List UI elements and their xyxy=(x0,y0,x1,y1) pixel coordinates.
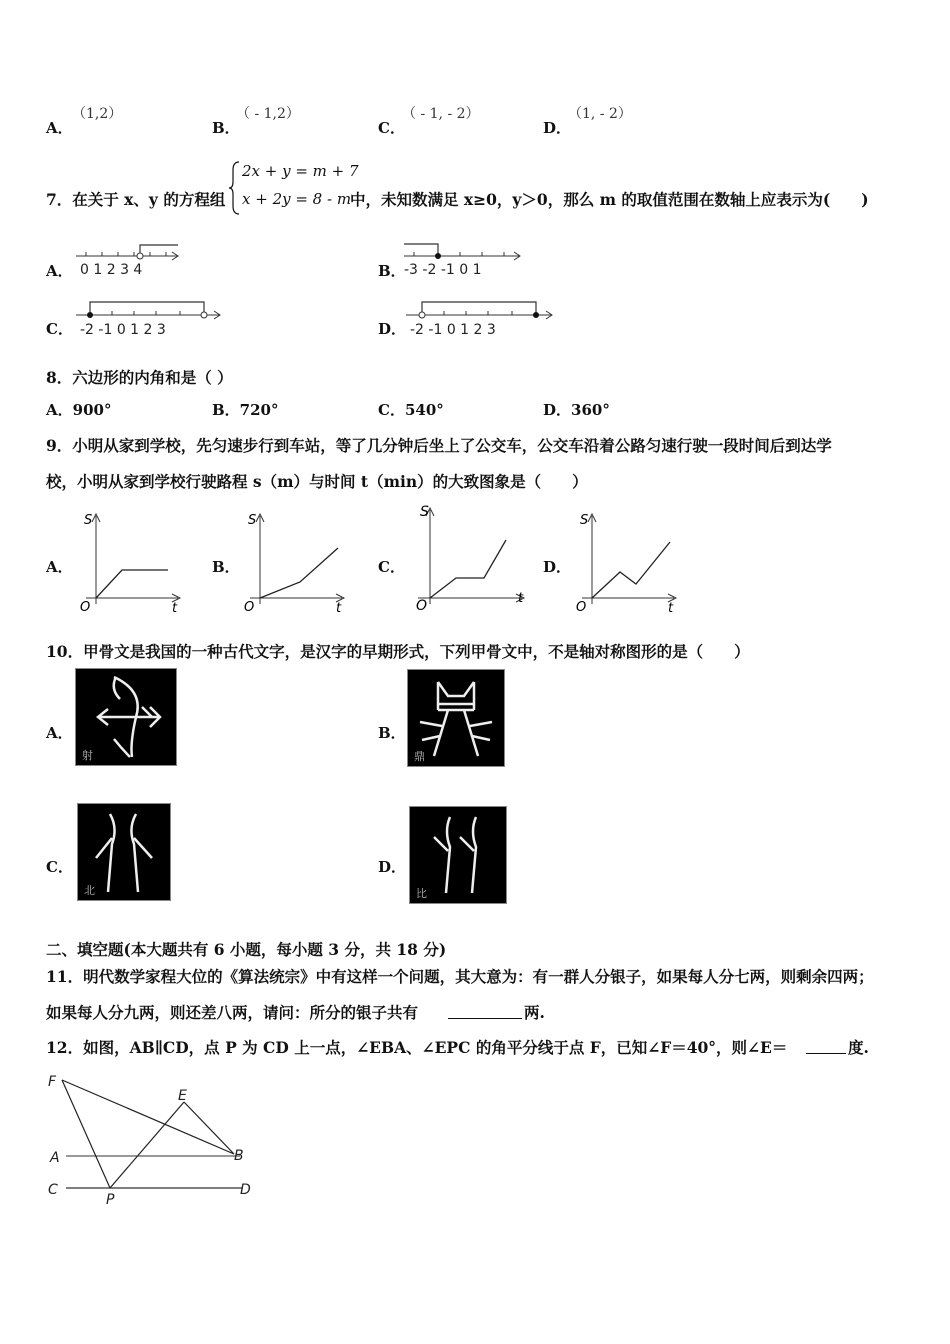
section-2-title: 二、填空题(本大题共有 6 小题，每小题 3 分，共 18 分) xyxy=(46,940,447,959)
q7-option-a-ticks: 0 1 2 3 4 xyxy=(80,262,143,278)
q7-option-d-numberline xyxy=(404,298,556,340)
q6-option-b-label: B． xyxy=(212,119,240,137)
q10-stem: 10．甲骨文是我国的一种古代文字，是汉字的早期形式，下列甲骨文中，不是轴对称图形的是（ ） xyxy=(46,642,750,661)
q6-option-c-label: C． xyxy=(378,119,405,137)
q12-stem-b: 度. xyxy=(848,1038,869,1057)
q9-b-axis-s: S xyxy=(248,513,257,528)
q9-graph-d xyxy=(568,508,682,618)
point-B: B xyxy=(234,1148,244,1164)
q9-option-c-label: C． xyxy=(378,558,405,576)
q6-option-d-label: D． xyxy=(543,119,572,137)
q9-a-origin: O xyxy=(80,600,91,615)
q10-option-d-label: D． xyxy=(378,858,407,876)
q11-stem-line2a: 如果每人分九两，则还差八两，请问：所分的银子共有 xyxy=(46,1003,419,1022)
q9-b-origin: O xyxy=(244,600,255,615)
point-F: F xyxy=(48,1074,57,1090)
q9-option-b-label: B． xyxy=(212,558,240,576)
q8-stem: 8．六边形的内角和是（ ） xyxy=(46,368,233,387)
q10-option-c-label: C． xyxy=(46,858,73,876)
q11-stem-line2b: 两. xyxy=(524,1003,545,1022)
q9-graph-a xyxy=(72,508,186,618)
q7-option-a-label: A． xyxy=(46,262,73,280)
point-P: P xyxy=(106,1192,115,1208)
q9-option-a-label: A． xyxy=(46,558,73,576)
q7-option-b-numberline xyxy=(404,240,526,280)
q11-answer-blank[interactable] xyxy=(448,1001,522,1019)
q9-d-axis-s: S xyxy=(580,513,589,528)
q12-geometry-figure xyxy=(44,1068,264,1210)
q8-option-b: B．720° xyxy=(212,401,279,419)
q9-b-axis-t: t xyxy=(336,601,342,616)
q10-oracle-a xyxy=(75,668,177,766)
q9-stem-line2: 校，小明从家到学校行驶路程 s（m）与时间 t（min）的大致图象是（ ） xyxy=(46,472,588,491)
q6-option-b-value: （ - 1,2） xyxy=(236,106,300,122)
q7-option-b-ticks: -3 -2 -1 0 1 xyxy=(404,262,482,278)
q9-graph-b xyxy=(236,508,350,618)
q7-equation-2: x + 2y = 8 - m xyxy=(242,190,352,208)
q8-option-a: A．900° xyxy=(46,401,112,419)
q9-c-axis-s: S xyxy=(420,504,429,520)
q9-d-origin: O xyxy=(576,600,587,615)
q9-graph-c xyxy=(404,500,528,618)
point-A: A xyxy=(50,1150,60,1166)
q9-a-axis-s: S xyxy=(84,513,93,528)
q9-c-axis-t: t xyxy=(518,591,524,606)
q6-option-d-value: （1, - 2） xyxy=(568,106,632,122)
q12-answer-blank[interactable] xyxy=(806,1036,846,1054)
q10-d-char: 比 xyxy=(416,887,427,900)
q8-option-d: D．360° xyxy=(543,401,610,419)
point-E: E xyxy=(178,1088,187,1104)
q7-stem-suffix: 中，未知数满足 x≥0，y＞0，那么 m 的取值范围在数轴上应表示为( ) xyxy=(350,190,869,209)
q6-option-c-value: （ - 1, - 2） xyxy=(402,106,480,122)
q7-option-c-label: C． xyxy=(46,320,73,338)
q10-oracle-b xyxy=(407,669,505,767)
q11-stem-line1: 11．明代数学家程大位的《算法统宗》中有这样一个问题，其大意为：有一群人分银子，如果每人分七两，则剩余四两； xyxy=(46,967,874,986)
q7-option-a-numberline xyxy=(74,240,184,280)
q9-a-axis-t: t xyxy=(172,601,178,616)
q9-c-origin: O xyxy=(416,598,428,614)
q6-option-a-value: （1,2） xyxy=(72,106,123,122)
q9-stem-line1: 9．小明从家到学校，先匀速步行到车站，等了几分钟后坐上了公交车，公交车沿着公路匀速行驶一段时间后到达学 xyxy=(46,436,832,455)
q9-option-d-label: D． xyxy=(543,558,572,576)
q7-option-c-ticks: -2 -1 0 1 2 3 xyxy=(80,322,166,338)
q10-b-char: 鼎 xyxy=(414,750,425,763)
q10-oracle-c xyxy=(77,803,171,901)
q7-option-c-numberline xyxy=(74,298,224,340)
point-D: D xyxy=(240,1182,251,1198)
q8-option-c: C．540° xyxy=(378,401,444,419)
q7-equation-1: 2x + y = m + 7 xyxy=(242,162,359,180)
q6-option-a-label: A． xyxy=(46,119,73,137)
q7-stem-prefix: 7．在关于 x、y 的方程组 xyxy=(46,190,226,209)
q12-stem-a: 12．如图，AB∥CD，点 P 为 CD 上一点，∠EBA、∠EPC 的角平分线于点 F，已知∠F＝40°，则∠E＝ xyxy=(46,1038,788,1057)
q10-c-char: 北 xyxy=(84,884,95,897)
q10-oracle-d xyxy=(409,806,507,904)
q10-option-b-label: B． xyxy=(378,724,406,742)
q10-option-a-label: A． xyxy=(46,724,73,742)
q9-d-axis-t: t xyxy=(668,601,674,616)
q7-option-d-label: D． xyxy=(378,320,407,338)
q7-option-b-label: B． xyxy=(378,262,406,280)
point-C: C xyxy=(48,1182,58,1198)
q7-option-d-ticks: -2 -1 0 1 2 3 xyxy=(410,322,496,338)
q7-brace xyxy=(229,160,241,216)
q10-a-char: 射 xyxy=(82,749,93,762)
